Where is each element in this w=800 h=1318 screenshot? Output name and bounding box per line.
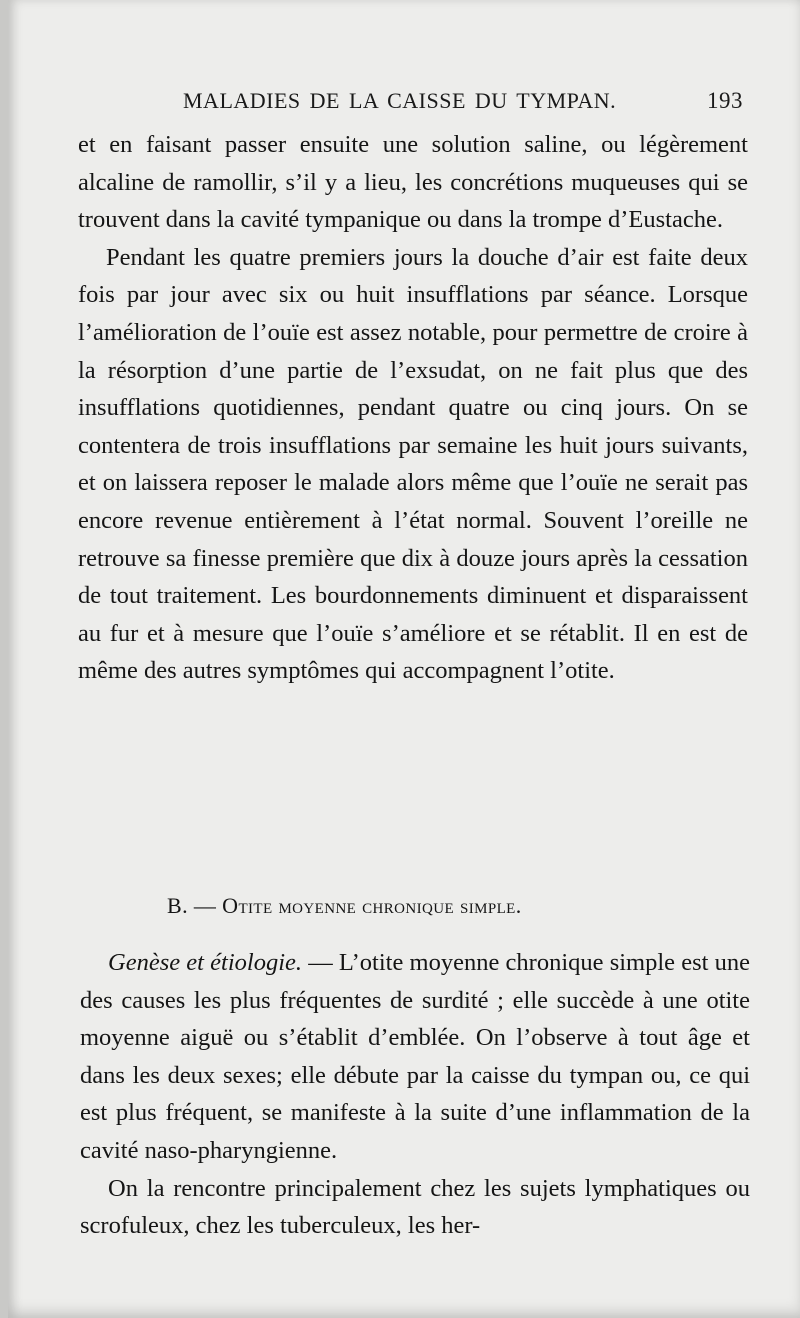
section-heading	[167, 893, 522, 919]
section-body	[80, 944, 750, 1245]
section-heading-text: B. — Otite moyenne chronique simple.	[167, 893, 522, 918]
body-text	[78, 126, 748, 690]
running-head-title: MALADIES DE LA CAISSE DU TYMPAN.	[183, 88, 617, 113]
genesis-text: — L’otite moyenne chronique simple est une des causes les plus fréquentes de surdité ; elle succède à une otite moyenne aiguë ou s’établit d’emblée. On l’observe à tout âge et dans les deux sexes; elle débute par la caisse du tympan ou, ce qui est plus fréquent, se manifeste à la suite d’une inflammation de la cavité naso-pharyngienne.	[80, 949, 751, 1164]
book-page	[8, 0, 800, 1318]
page-number: 193	[707, 88, 743, 113]
genesis-lead: Genèse et étiologie.	[108, 949, 303, 976]
paragraph-continuation: et en faisant passer ensuite une solution saline, ou légèrement alcaline de ramollir, s’il y a lieu, les concrétions muqueuses qui se trouvent dans la cavité tympanique ou dans la trompe d’Eustache.	[78, 131, 748, 234]
paragraph-occurrence: On la rencontre principalement chez les sujets lymphatiques ou scrofuleux, chez les tuberculeux, les her-	[80, 1174, 750, 1240]
running-head	[183, 88, 743, 118]
paragraph-genesis	[80, 944, 750, 1170]
paragraph-treatment: Pendant les quatre premiers jours la douche d’air est faite deux fois par jour avec six ou huit insufflations par séance. Lorsque l’amélioration de l’ouïe est assez notable, pour permettre de croire à la résorption d’une partie de l’exsudat, on ne fait plus que des insufflations quotidiennes, pendant quatre ou cinq jours. On se contentera de trois insufflations par semaine les huit jours suivants, et on laissera reposer le malade alors même que l’ouïe ne serait pas encore revenue entièrement à l’état normal. Souvent l’oreille ne retrouve sa finesse première que dix à douze jours après la cessation de tout traitement. Les bourdonnements diminuent et disparaissent au fur et à mesure que l’ouïe s’améliore et se rétablit. Il en est de même des autres symptômes qui accompagnent l’otite.	[78, 243, 748, 685]
